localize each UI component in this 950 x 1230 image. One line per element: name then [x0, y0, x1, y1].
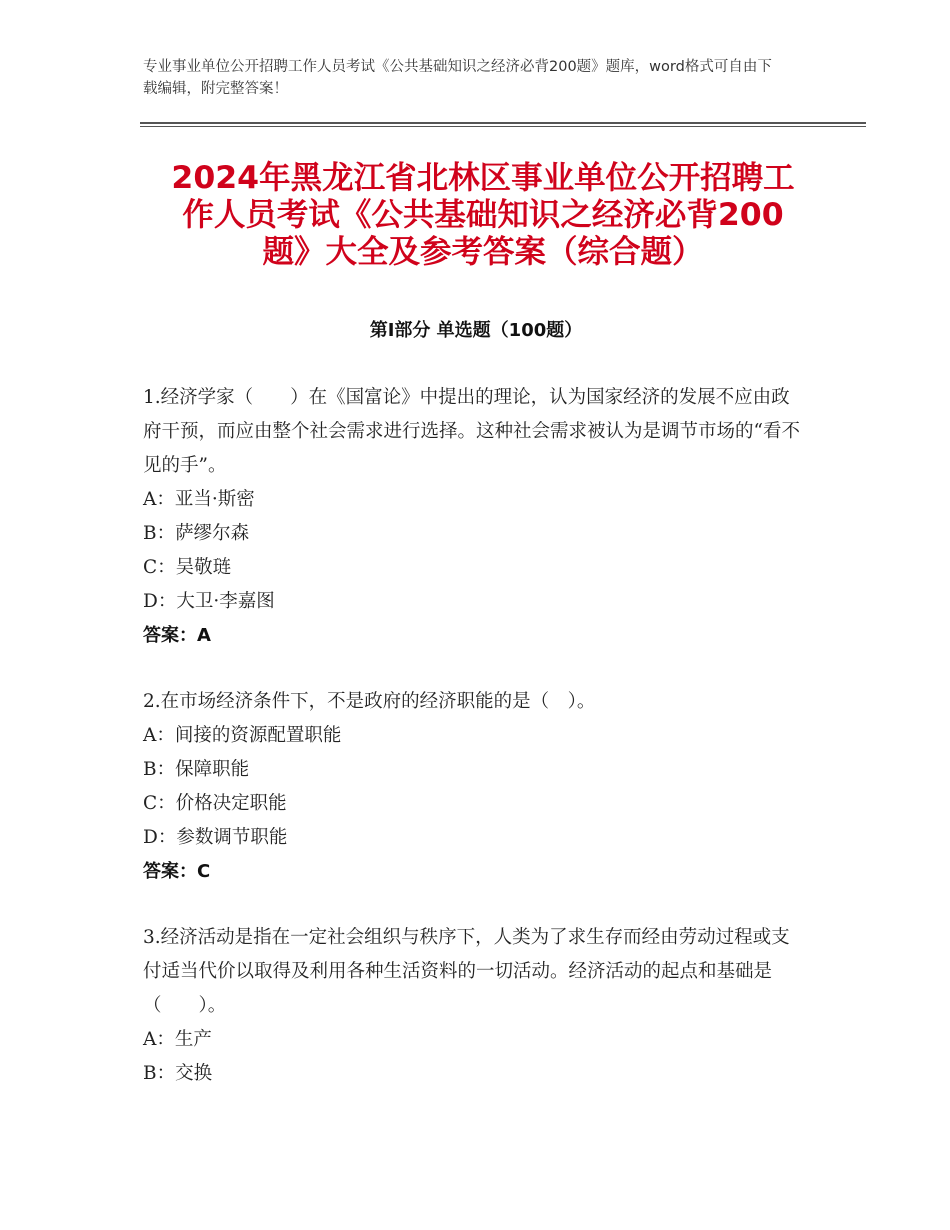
answer-label: 答案：C — [143, 861, 211, 882]
option-b: B：交换 — [143, 1063, 213, 1084]
title-line-3: 题》大全及参考答案（综合题） — [262, 234, 704, 270]
option-c: C：价格决定职能 — [143, 793, 287, 814]
question-list — [143, 381, 803, 1091]
answer-label: 答案：A — [143, 625, 211, 646]
header-note: 专业事业单位公开招聘工作人员考试《公共基础知识之经济必背200题》题库，word格式可自由下载编辑，附完整答案！ — [143, 59, 772, 97]
question-3 — [143, 921, 803, 1091]
title-line-1: 2024年黑龙江省北林区事业单位公开招聘工 — [171, 160, 795, 196]
option-a: A：间接的资源配置职能 — [143, 725, 342, 746]
question-2 — [143, 685, 803, 889]
header-rule-thick — [140, 122, 866, 124]
header-rule-thin — [140, 126, 866, 127]
option-a: A：生产 — [143, 1029, 212, 1050]
document-title — [143, 160, 823, 271]
option-a: A：亚当·斯密 — [143, 489, 255, 510]
option-c: C：吴敬琏 — [143, 557, 232, 578]
title-line-2: 作人员考试《公共基础知识之经济必背200 — [182, 197, 784, 233]
option-d: D：参数调节职能 — [143, 827, 288, 848]
question-stem: 2.在市场经济条件下，不是政府的经济职能的是（ ）。 — [143, 691, 596, 712]
question-stem: 3.经济活动是指在一定社会组织与秩序下，人类为了求生存而经由劳动过程或支付适当代价以取得及利用各种生活资料的一切活动。经济活动的起点和基础是（ ）。 — [143, 927, 790, 1016]
option-b: B：保障职能 — [143, 759, 250, 780]
question-1 — [143, 381, 803, 653]
option-d: D：大卫·李嘉图 — [143, 591, 275, 612]
option-b: B：萨缪尔森 — [143, 523, 250, 544]
section-title: 第Ⅰ部分 单选题（100题） — [369, 320, 583, 341]
question-stem: 1.经济学家（ ）在《国富论》中提出的理论，认为国家经济的发展不应由政府干预，而应由整个社会需求进行选择。这种社会需求被认为是调节市场的“看不见的手”。 — [143, 387, 800, 476]
